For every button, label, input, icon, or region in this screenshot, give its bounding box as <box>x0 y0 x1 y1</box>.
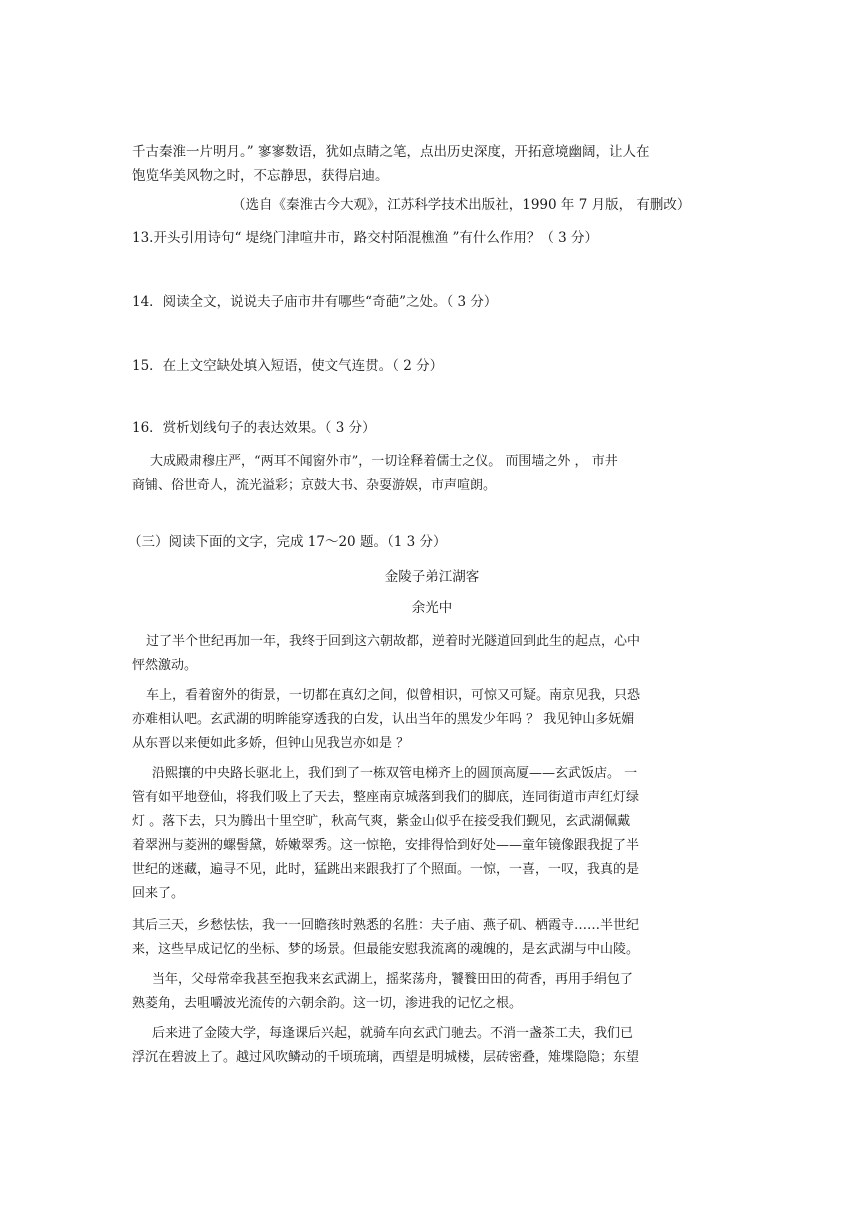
p2-line-3: 从东晋以来便如此多娇，但钟山见我岂亦如是 ？ <box>132 736 410 751</box>
p3-line-2: 管有如平地登仙，将我们吸上了天去，整座南京城落到我们的脚底，连同街道市声红灯绿 <box>132 790 640 805</box>
p6-line-1: 后来进了金陵大学，每逢课后兴起，就骑车向玄武门驰去。不消一盏茶工夫，我们已 <box>152 1026 634 1041</box>
section-3-heading: （三）阅读下面的文字，完成 17～20 题。（1 3 分） <box>128 534 447 550</box>
p3-line-5: 世纪的迷藏，遍寻不见，此时，猛跳出来跟我打了个照面。一惊，一喜，一叹，我真的是 <box>132 862 640 877</box>
article-paragraph-1 <box>132 630 736 678</box>
article-title: 金陵子弟江湖客 <box>384 569 480 585</box>
p6-line-2: 浮沉在碧波上了。越过风吹鳞动的千顷琉璃，西望是明城楼，层砖密叠，雉堞隐隐；东望 <box>132 1050 640 1065</box>
quote-line-1: 大成殿肃穆庄严，“两耳不闻窗外市”，一切诠释着儒士之仪。 而围墙之外 ， 市井 <box>150 454 618 469</box>
article-paragraph-4 <box>132 914 736 962</box>
question-16: 16．赏析划线句子的表达效果。（ 3 分） <box>132 420 376 436</box>
question-13: 13.开头引用诗句“ 堤绕门津喧井市，路交村陌混樵渔 ”有什么作用？（ 3 分） <box>132 230 599 246</box>
p3-line-3: 灯 。落下去，只为腾出十里空旷，秋高气爽，紫金山似乎在接受我们觐见，玄武湖佩戴 <box>132 814 631 829</box>
intro-line-2: 饱览华美风物之时，不忘静思，获得启迪。 <box>132 168 389 184</box>
quote-paragraph <box>132 450 732 498</box>
article-author: 余光中 <box>411 600 453 616</box>
article-paragraph-6 <box>132 1022 736 1070</box>
p2-line-1: 车上，看着窗外的街景，一切都在真幻之间，似曾相识，可惊又可疑。南京见我，只恐 <box>146 688 641 703</box>
article-paragraph-3 <box>132 762 736 906</box>
p4-line-1: 其后三天，乡愁怯怯，我一一回瞻孩时熟悉的名胜：夫子庙、燕子矶、栖霞寺……半世纪 <box>132 918 640 933</box>
p3-line-6: 回来了。 <box>132 886 185 901</box>
p3-line-4: 着翠洲与菱洲的螺髻黛，娇嫩翠秀。这一惊艳，安排得恰到好处——童年镜像跟我捉了半 <box>132 838 640 853</box>
question-14: 14．阅读全文，说说夫子庙市井有哪些“奇葩”之处。（ 3 分） <box>132 294 498 310</box>
article-paragraph-2 <box>132 684 736 756</box>
question-15: 15．在上文空缺处填入短语，使文气连贯。（ 2 分） <box>132 358 444 374</box>
p3-line-1: 沿熙攘的中央路长驱北上，我们到了一栋双管电梯齐上的圆顶高厦——玄武饭店。 一 <box>152 766 638 781</box>
p1-line-2: 怦然激动。 <box>132 658 198 673</box>
p1-line-1: 过了半个世纪再加一年，我终于回到这六朝故都，逆着时光隧道回到此生的起点，心中 <box>146 634 641 649</box>
intro-line-1: 千古秦淮一片明月。” 寥寥数语，犹如点睛之笔，点出历史深度，开拓意境幽阔，让人在 <box>132 144 650 160</box>
p2-line-2: 亦难相认吧。玄武湖的明眸能穿透我的白发，认出当年的黑发少年吗 ？ 我见钟山多妩媚 <box>132 712 635 727</box>
p5-line-1: 当年，父母常牵我甚至抱我来玄武湖上，摇桨荡舟，饕餮田田的荷香，再用手绢包了 <box>152 972 634 987</box>
article-paragraph-5 <box>132 968 736 1016</box>
intro-paragraph <box>132 140 732 188</box>
quote-line-2: 商铺、俗世奇人，流光溢彩；京鼓大书、杂耍游娱，市声喧朗。 <box>132 478 497 493</box>
source-note: （选自《秦淮古今大观》，江苏科学技术出版社，1990 年 7 月版， 有删改） <box>232 197 691 213</box>
p5-line-2: 熟菱角，去咀嚼波光流传的六朝余韵。这一切，渗进我的记忆之根。 <box>132 996 523 1011</box>
p4-line-2: 来，这些早成记忆的坐标、梦的场景。但最能安慰我流离的魂魄的，是玄武湖与中山陵。 <box>132 942 640 957</box>
